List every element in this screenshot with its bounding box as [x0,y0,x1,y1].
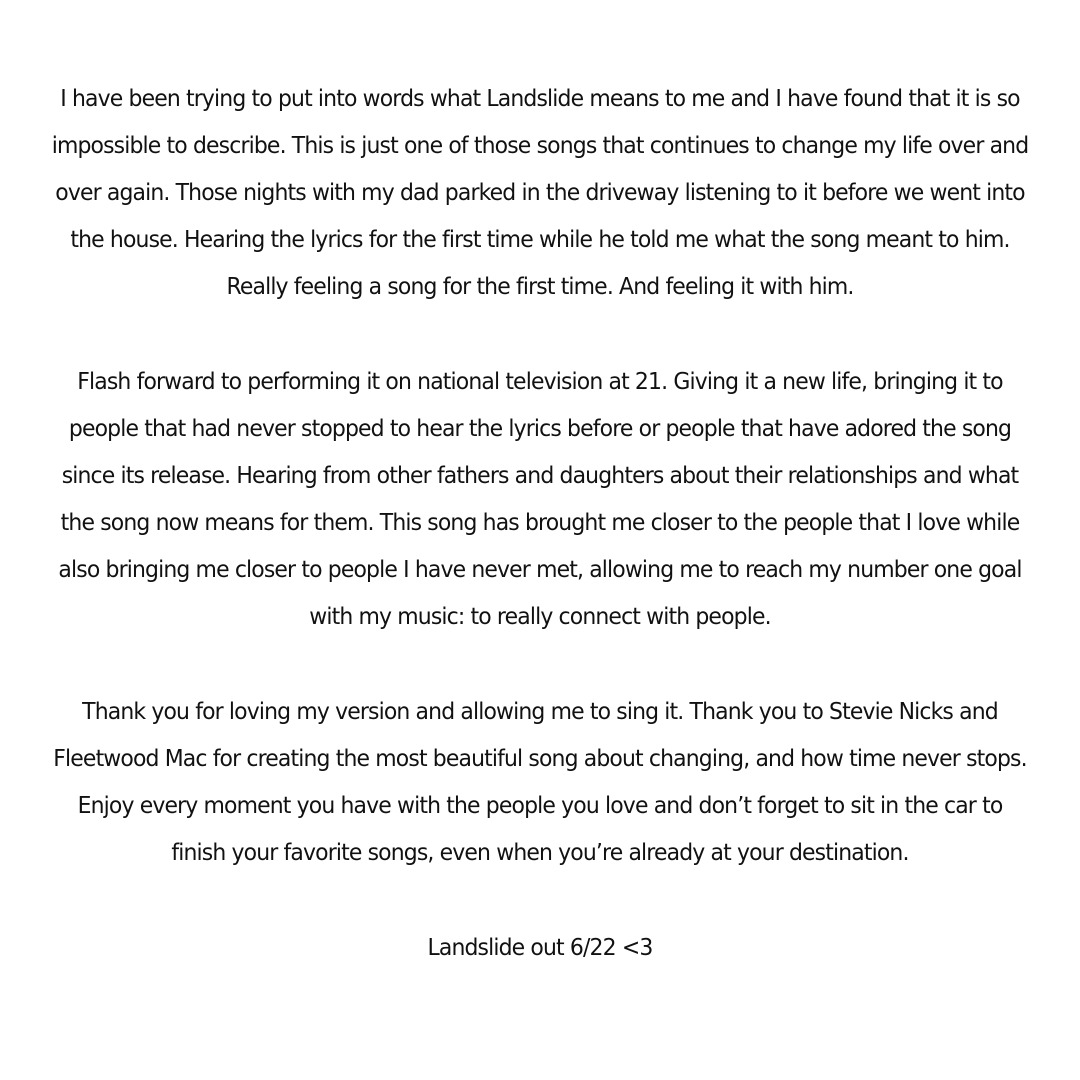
text-line: with my music: to really connect with people. [309,604,771,630]
text-line: the house. Hearing the lyrics for the first time while he told me what the song meant to him. [70,227,1010,253]
paragraph-1 [0,76,1080,311]
text-line: Flash forward to performing it on national television at 21. Giving it a new life, bringing it to [77,369,1003,395]
signoff [0,925,1080,972]
text-line: I have been trying to put into words what Landslide means to me and I have found that it is so [60,86,1020,112]
text-line: Really feeling a song for the first time. And feeling it with him. [226,274,854,300]
text-line: over again. Those nights with my dad parked in the driveway listening to it before we went into [55,180,1025,206]
text-line: Fleetwood Mac for creating the most beautiful song about changing, and how time never stops. [53,746,1027,772]
text-line: since its release. Hearing from other fathers and daughters about their relationships and what [61,463,1019,489]
text-line: people that had never stopped to hear the lyrics before or people that have adored the song [68,416,1012,442]
text-line: Enjoy every moment you have with the people you love and don’t forget to sit in the car to [77,793,1003,819]
text-line: impossible to describe. This is just one of those songs that continues to change my life over and [51,133,1029,159]
text-line: the song now means for them. This song has brought me closer to the people that I love while [60,510,1020,536]
text-line: finish your favorite songs, even when you’re already at your destination. [171,840,909,866]
paragraph-3 [0,689,1080,877]
text-line: also bringing me closer to people I have never met, allowing me to reach my number one goal [58,557,1022,583]
text-line: Thank you for loving my version and allowing me to sing it. Thank you to Stevie Nicks and [82,699,998,725]
signoff-line: Landslide out 6/22 <3 [427,935,653,961]
message-text-block [0,76,1080,1020]
paragraph-2 [0,359,1080,641]
